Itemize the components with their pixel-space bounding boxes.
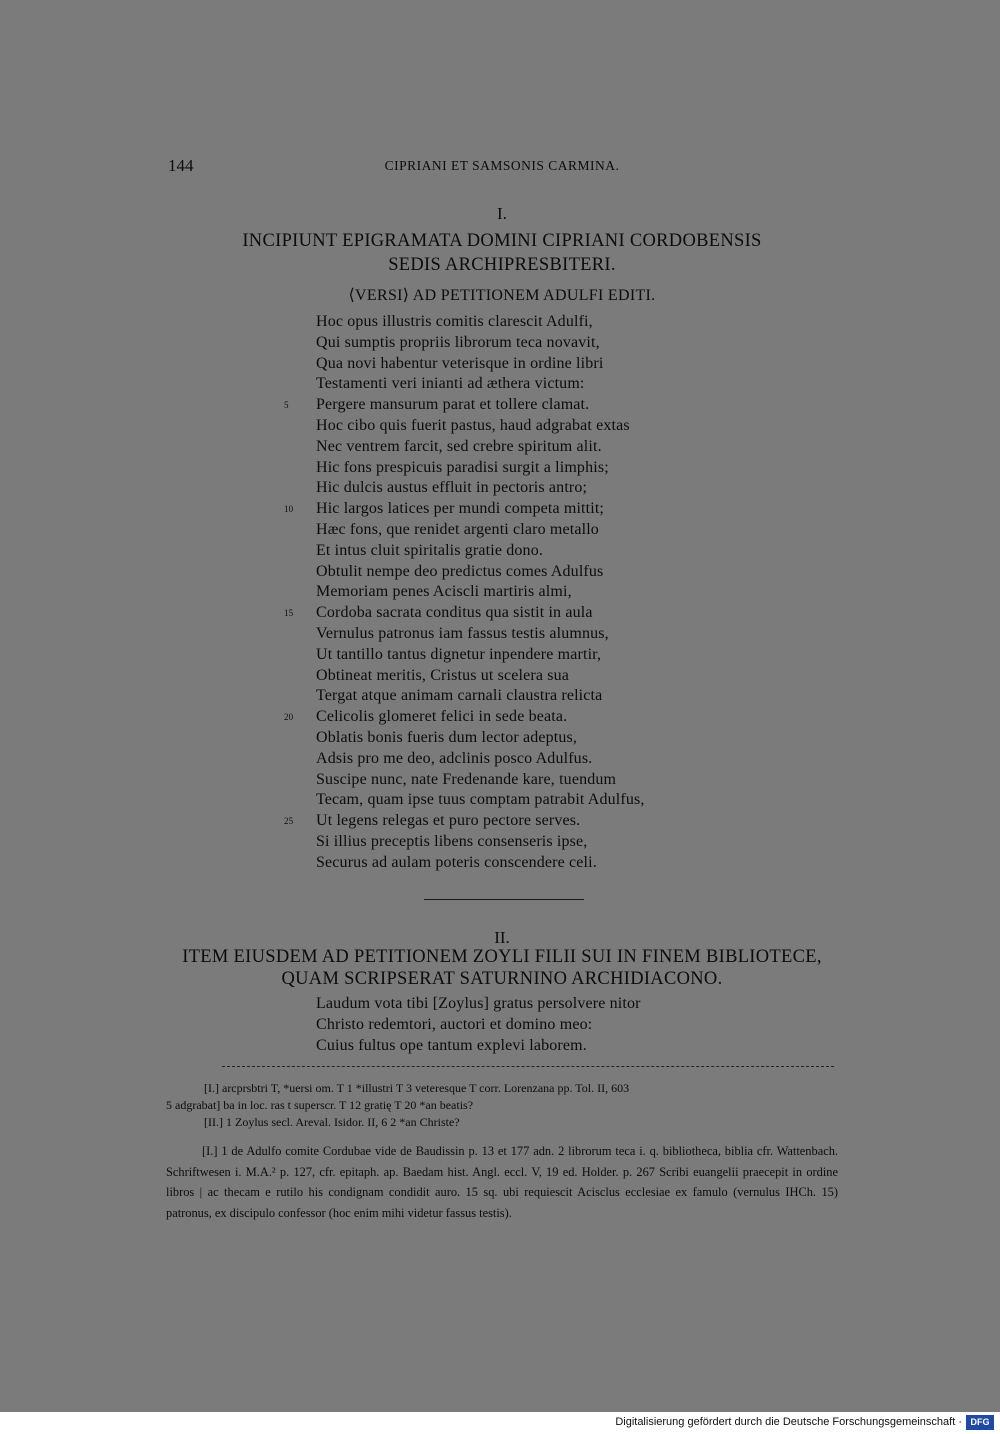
verse-text: Hoc opus illustris comitis clarescit Adulfi,	[316, 313, 593, 330]
verse-line	[270, 312, 830, 333]
verse-line	[270, 1015, 830, 1036]
verse-text: Et intus cluit spiritalis gratie dono.	[316, 541, 544, 559]
verse-line	[270, 395, 830, 416]
verse-line	[270, 994, 830, 1015]
verse-text: Tecam, quam ipse tuus comptam patrabit Adulfus,	[316, 791, 645, 809]
page-number: 144	[168, 156, 194, 175]
apparatus-line: 5 adgrabat] ba in loc. ras t superscr. T 12 gratię T 20 *an beatis?	[166, 1098, 474, 1112]
digitization-footer	[0, 1412, 1000, 1434]
section-2-verses	[270, 994, 830, 1056]
verse-text: Hic fons prespicuis paradisi surgit a limphis;	[316, 458, 609, 476]
commentary-notes	[166, 1141, 838, 1223]
line-number: 5	[284, 400, 289, 411]
verse-line	[270, 478, 830, 499]
verse-line	[270, 853, 830, 874]
line-number: 20	[284, 712, 294, 723]
verse-line	[270, 437, 830, 458]
verse-line	[270, 458, 830, 479]
verse-line	[270, 832, 830, 853]
verse-line	[270, 770, 830, 791]
section-1-subtitle: ⟨VERSI⟩ AD PETITIONEM ADULFI EDITI.	[348, 287, 656, 304]
verse-text: Qui sumptis propriis librorum teca novavit,	[316, 333, 600, 351]
verse-line	[270, 416, 830, 437]
verse-text: Pergere mansurum parat et tollere clamat.	[316, 396, 590, 414]
verse-text: Tergat atque animam carnali claustra relicta	[316, 687, 603, 705]
verse-line	[270, 499, 830, 520]
verse-text: Adsis pro me deo, adclinis posco Adulfus.	[316, 749, 593, 767]
verse-line	[270, 520, 830, 541]
verse-text: Hæc fons, que renidet argenti claro metallo	[316, 520, 599, 538]
verse-text: Hic largos latices per mundi competa mittit;	[316, 500, 605, 518]
verse-line	[270, 582, 830, 603]
verse-line	[270, 333, 830, 354]
verse-text: Obtineat meritis, Cristus ut scelera sua	[316, 666, 570, 684]
dfg-logo: DFG	[966, 1415, 994, 1430]
verse-text: Memoriam penes Aciscli martiris almi,	[316, 583, 572, 601]
verse-text: Securus ad aulam poteris conscendere celi.	[316, 853, 597, 871]
line-number: 10	[284, 504, 294, 515]
section-1-numeral: I.	[497, 204, 507, 223]
verse-line	[270, 541, 830, 562]
verse-line	[270, 790, 830, 811]
verse-text: Vernulus patronus iam fassus testis alumnus,	[316, 624, 609, 642]
verse-line	[270, 1036, 830, 1057]
section-1-title-line-1: INCIPIUNT EPIGRAMATA DOMINI CIPRIANI CORDOBENSIS	[242, 231, 762, 251]
verse-line	[270, 811, 830, 832]
commentary-text: [I.] 1 de Adulfo comite Cordubae vide de Baudissin p. 13 et 177 adn. 2 librorum teca i. q. bibliotheca, biblia cfr. Wattenbach. Schriftwesen i. M.A.² p. 127, cfr. epitaph. ap. Baedam hist. Angl. eccl. V, 19 ed. Holder. p. 267 Scribi euangelii praecepit in ordine libros | ac thecam e rutilo his condignam condidit auro. 15 sq. ubi requiescit Acisclus ecclesiae ex famulo (vernulus IHCh. 15) patronus, ex discipulo confessor (hoc enim mihi videtur fassus testis).	[166, 1144, 838, 1220]
verse-text: Si illius preceptis libens consenseris ipse,	[316, 832, 588, 850]
verse-text: Nec ventrem farcit, sed crebre spiritum alit.	[316, 437, 602, 455]
section-divider	[424, 899, 584, 900]
funding-notice: Digitalisierung gefördert durch die Deutsche Forschungsgemeinschaft ·	[615, 1416, 962, 1428]
verse-text: Suscipe nunc, nate Fredenande kare, tuendum	[316, 770, 617, 788]
apparatus-line: [II.] 1 Zoylus secl. Areval. Isidor. II, 6 2 *an Christe?	[204, 1115, 460, 1129]
verse-text: Oblatis bonis fueris dum lector adeptus,	[316, 728, 578, 746]
verse-text: Ut tantillo tantus dignetur inpendere martir,	[316, 645, 602, 663]
verse-line	[270, 374, 830, 395]
section-1-title-line-2: SEDIS ARCHIPRESBITERI.	[388, 255, 616, 275]
running-title: CIPRIANI ET SAMSONIS CARMINA.	[384, 158, 620, 173]
verse-text: Celicolis glomeret felici in sede beata.	[316, 708, 568, 726]
verse-line	[270, 354, 830, 375]
verse-text: Hoc cibo quis fuerit pastus, haud adgrabat extas	[316, 416, 630, 434]
running-head	[168, 156, 836, 180]
line-number: 25	[284, 816, 294, 827]
verse-text: Christo redemtori, auctori et domino meo:	[316, 1015, 593, 1033]
verse-line	[270, 666, 830, 687]
section-2-numeral: II.	[494, 928, 510, 947]
apparatus-line: [I.] arcprsbtri T, *uersi om. T 1 *illustri T 3 veteresque T corr. Lorenzana pp. Tol. II, 603	[204, 1081, 630, 1095]
verse-line	[270, 562, 830, 583]
verse-line	[270, 645, 830, 666]
verse-text: Cuius fultus ope tantum explevi laborem.	[316, 1036, 587, 1054]
section-2-title-line-2: QUAM SCRIPSERAT SATURNINO ARCHIDIACONO.	[281, 969, 723, 989]
verse-text: Cordoba sacrata conditus qua sistit in aula	[316, 604, 593, 622]
section-2-title-line-1: ITEM EIUSDEM AD PETITIONEM ZOYLI FILII SUI IN FINEM BIBLIOTECE,	[182, 947, 822, 967]
verse-line	[270, 707, 830, 728]
verse-line	[270, 749, 830, 770]
verse-line	[270, 603, 830, 624]
verse-text: Qua novi habentur veterisque in ordine libri	[316, 354, 604, 372]
line-number: 15	[284, 608, 294, 619]
verse-text: Laudum vota tibi [Zoylus] gratus persolvere nitor	[316, 995, 641, 1012]
verse-text: Hic dulcis austus effluit in pectoris antro;	[316, 479, 588, 497]
verse-line	[270, 624, 830, 645]
verse-line	[270, 686, 830, 707]
verse-line	[270, 728, 830, 749]
section-1-verses	[270, 312, 830, 874]
verse-text: Ut legens relegas et puro pectore serves.	[316, 812, 581, 830]
verse-text: Testamenti veri inianti ad æthera victum:	[316, 375, 585, 393]
footnote-divider	[222, 1066, 834, 1067]
verse-text: Obtulit nempe deo predictus comes Adulfus	[316, 562, 604, 580]
critical-apparatus	[166, 1080, 838, 1131]
